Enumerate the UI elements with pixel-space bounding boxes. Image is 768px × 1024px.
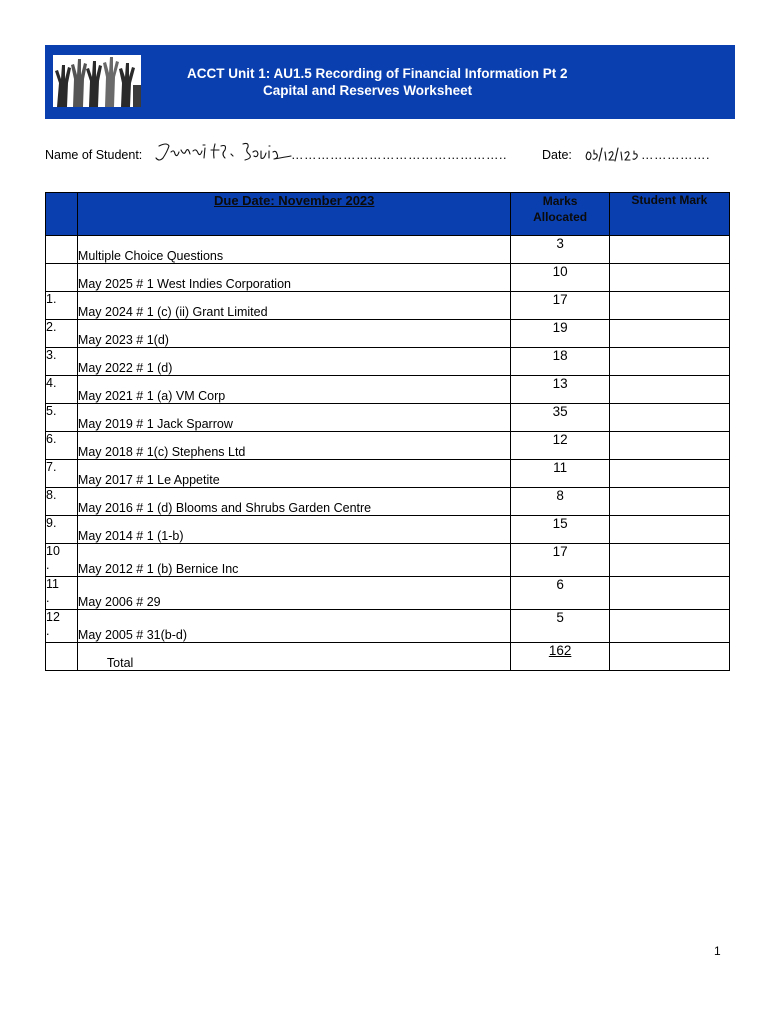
marks-allocated: 5 bbox=[511, 610, 609, 643]
table-row bbox=[46, 460, 730, 488]
total-marks: 162 bbox=[511, 643, 609, 671]
page-number: 1 bbox=[714, 944, 721, 958]
table-row bbox=[46, 320, 730, 348]
question-number: 5. bbox=[46, 404, 78, 432]
table-row bbox=[46, 264, 730, 292]
question-text: May 2018 # 1(c) Stephens Ltd bbox=[77, 432, 511, 460]
student-mark-cell[interactable] bbox=[609, 577, 729, 610]
table-row bbox=[46, 516, 730, 544]
marks-allocated: 19 bbox=[511, 320, 609, 348]
title-line-2: Capital and Reserves Worksheet bbox=[263, 83, 473, 98]
student-mark-cell[interactable] bbox=[609, 376, 729, 404]
question-number: 3. bbox=[46, 348, 78, 376]
name-dots: ………………………………………….. bbox=[291, 148, 507, 162]
table-row bbox=[46, 236, 730, 264]
student-mark-cell[interactable] bbox=[609, 292, 729, 320]
question-number: 7. bbox=[46, 460, 78, 488]
total-num-cell bbox=[46, 643, 78, 671]
total-label: Total bbox=[77, 643, 511, 671]
student-mark-cell[interactable] bbox=[609, 460, 729, 488]
question-number: 1. bbox=[46, 292, 78, 320]
total-row bbox=[46, 643, 730, 671]
marks-allocated: 11 bbox=[511, 460, 609, 488]
student-mark-cell[interactable] bbox=[609, 236, 729, 264]
question-text: May 2022 # 1 (d) bbox=[77, 348, 511, 376]
worksheet-title bbox=[185, 65, 725, 99]
table-row bbox=[46, 610, 730, 643]
marks-allocated: 13 bbox=[511, 376, 609, 404]
question-text: May 2024 # 1 (c) (ii) Grant Limited bbox=[77, 292, 511, 320]
date-dots: ……………. bbox=[641, 148, 710, 162]
marks-allocated: 18 bbox=[511, 348, 609, 376]
question-text: May 2019 # 1 Jack Sparrow bbox=[77, 404, 511, 432]
header-num-cell bbox=[46, 193, 78, 236]
question-text: May 2012 # 1 (b) Bernice Inc bbox=[77, 544, 511, 577]
student-mark-cell[interactable] bbox=[609, 404, 729, 432]
table-row bbox=[46, 577, 730, 610]
question-text: May 2017 # 1 Le Appetite bbox=[77, 460, 511, 488]
question-text: May 2006 # 29 bbox=[77, 577, 511, 610]
question-text: May 2016 # 1 (d) Blooms and Shrubs Garden Centre bbox=[77, 488, 511, 516]
table-row bbox=[46, 432, 730, 460]
marks-allocated: 15 bbox=[511, 516, 609, 544]
question-number: 12 . bbox=[46, 610, 78, 643]
marks-allocated: 12 bbox=[511, 432, 609, 460]
student-mark-cell[interactable] bbox=[609, 610, 729, 643]
question-text: May 2005 # 31(b-d) bbox=[77, 610, 511, 643]
question-number: 2. bbox=[46, 320, 78, 348]
header-student-mark: Student Mark bbox=[609, 193, 729, 236]
question-number: 6. bbox=[46, 432, 78, 460]
student-mark-cell[interactable] bbox=[609, 348, 729, 376]
question-number: 8. bbox=[46, 488, 78, 516]
question-text: May 2021 # 1 (a) VM Corp bbox=[77, 376, 511, 404]
raised-hands-logo bbox=[53, 55, 141, 107]
marks-allocated: 6 bbox=[511, 577, 609, 610]
student-mark-cell[interactable] bbox=[609, 488, 729, 516]
student-name-signature bbox=[153, 140, 293, 164]
question-text: May 2025 # 1 West Indies Corporation bbox=[77, 264, 511, 292]
name-label: Name of Student: bbox=[45, 148, 143, 162]
table-body bbox=[46, 236, 730, 671]
question-number: 11 . bbox=[46, 577, 78, 610]
table-row bbox=[46, 544, 730, 577]
table-header-row bbox=[46, 193, 730, 236]
question-text: May 2014 # 1 (1-b) bbox=[77, 516, 511, 544]
student-info bbox=[45, 140, 745, 170]
marks-allocated: 8 bbox=[511, 488, 609, 516]
student-mark-cell[interactable] bbox=[609, 516, 729, 544]
table-row bbox=[46, 348, 730, 376]
table-row bbox=[46, 292, 730, 320]
marks-allocated: 17 bbox=[511, 292, 609, 320]
question-text: May 2023 # 1(d) bbox=[77, 320, 511, 348]
student-mark-cell[interactable] bbox=[609, 544, 729, 577]
marks-allocated: 35 bbox=[511, 404, 609, 432]
marks-allocated: 17 bbox=[511, 544, 609, 577]
marks-table bbox=[45, 192, 730, 671]
table-row bbox=[46, 376, 730, 404]
question-text: Multiple Choice Questions bbox=[77, 236, 511, 264]
header-due-date: Due Date: November 2023 bbox=[77, 193, 511, 236]
question-number: 10 . bbox=[46, 544, 78, 577]
table-row bbox=[46, 488, 730, 516]
marks-allocated: 3 bbox=[511, 236, 609, 264]
total-student-mark-cell[interactable] bbox=[609, 643, 729, 671]
question-number: 9. bbox=[46, 516, 78, 544]
header-marks-allocated: Marks Allocated bbox=[511, 193, 609, 236]
question-number bbox=[46, 264, 78, 292]
student-mark-cell[interactable] bbox=[609, 264, 729, 292]
question-number: 4. bbox=[46, 376, 78, 404]
marks-allocated: 10 bbox=[511, 264, 609, 292]
title-line-1: ACCT Unit 1: AU1.5 Recording of Financial Information Pt 2 bbox=[187, 66, 568, 81]
student-mark-cell[interactable] bbox=[609, 432, 729, 460]
date-label: Date: bbox=[542, 148, 572, 162]
header-banner bbox=[45, 45, 735, 119]
date-signature bbox=[584, 144, 646, 164]
question-number bbox=[46, 236, 78, 264]
student-mark-cell[interactable] bbox=[609, 320, 729, 348]
table-row bbox=[46, 404, 730, 432]
